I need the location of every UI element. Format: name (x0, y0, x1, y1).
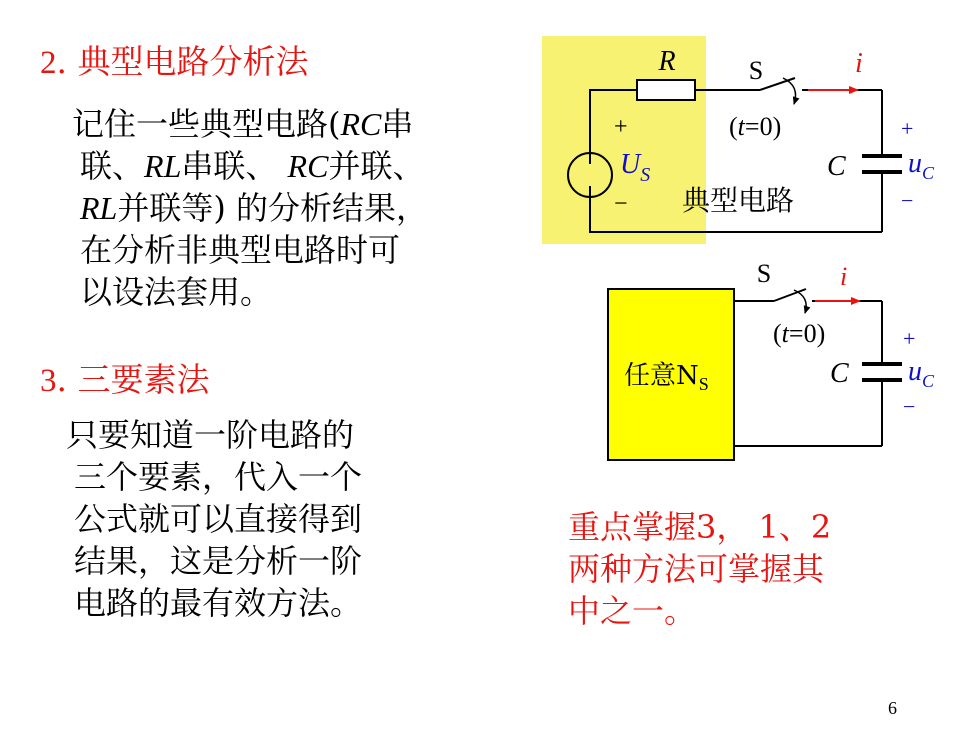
note-line-2: 两种方法可掌握其 (568, 550, 825, 588)
text-span: t (737, 112, 745, 141)
text-span: 联、 (80, 147, 145, 185)
text-span: 串联、 (181, 147, 288, 185)
text-span: RC (340, 106, 382, 142)
capacitor-label: C (830, 358, 849, 389)
text-span: ( (773, 319, 782, 348)
voltage-minus-sign: − (903, 394, 916, 419)
current-label: i (855, 48, 863, 79)
text-span: t (781, 319, 789, 348)
switch-blade-icon (760, 78, 795, 90)
section-3-line-5: 电路的最有效方法。 (74, 584, 363, 622)
page-number: 6 (888, 698, 897, 718)
section-2-title: . 典型电路分析法 (56, 42, 309, 81)
section-3-line-3: 公式就可以直接得到 (74, 500, 363, 538)
section-2-line-4: 在分析非典型电路时可 (80, 231, 401, 269)
voltage-label (908, 356, 935, 391)
switch-time-label (773, 319, 825, 348)
source-plus-sign: + (614, 114, 628, 140)
section-2-number: 2 (40, 45, 57, 81)
capacitor-icon (862, 156, 902, 172)
switch-label: S (756, 259, 772, 288)
section-2-line-5: 以设法套用。 (80, 273, 273, 311)
text-span: RL (80, 190, 118, 226)
section-3-line-4: 结果，这是分析一阶 (74, 542, 363, 580)
voltage-label (908, 148, 935, 183)
text-span: ( (729, 112, 738, 141)
section-3-line-2: 三个要素，代入一个 (74, 458, 363, 496)
text-span: U (620, 149, 641, 180)
text-span: S (640, 164, 651, 186)
text-span: 任意N (624, 361, 699, 391)
note-line-1: 重点掌握3， 1、2 (568, 508, 832, 546)
capacitor-label: C (827, 151, 846, 182)
resistor-label: R (658, 46, 676, 77)
circuit-caption: 典型电路 (682, 184, 795, 217)
text-span: u (908, 356, 922, 387)
text-span: =0) (788, 319, 826, 348)
text-span: RL (144, 148, 182, 184)
source-minus-sign: − (614, 191, 628, 217)
switch-time-label (729, 112, 781, 141)
voltage-minus-sign: − (901, 188, 914, 213)
note-line-3: 中之一。 (568, 592, 697, 630)
text-span: S (698, 374, 709, 394)
text-span: 串 (381, 105, 414, 143)
text-span: 记住一些典型电路( (72, 105, 341, 143)
section-3-title: . 三要素法 (56, 360, 210, 399)
capacitor-icon (862, 364, 902, 380)
text-span: RC (287, 148, 329, 184)
voltage-plus-sign: + (903, 326, 916, 351)
voltage-plus-sign: + (901, 116, 914, 141)
current-label: i (840, 262, 848, 291)
text-span: C (922, 163, 935, 183)
network-label (624, 361, 709, 394)
text-span: =0) (744, 112, 782, 141)
section-3-line-1: 只要知道一阶电路的 (66, 416, 355, 454)
text-span: 并联等) 的分析结果， (117, 189, 429, 227)
text-span: 并联、 (328, 147, 425, 185)
text-span: u (908, 148, 922, 179)
text-span: C (922, 371, 935, 391)
switch-label: S (748, 56, 764, 85)
resistor-icon (637, 80, 695, 100)
emphasis-note (568, 506, 831, 632)
section-3-number: 3 (40, 363, 57, 399)
